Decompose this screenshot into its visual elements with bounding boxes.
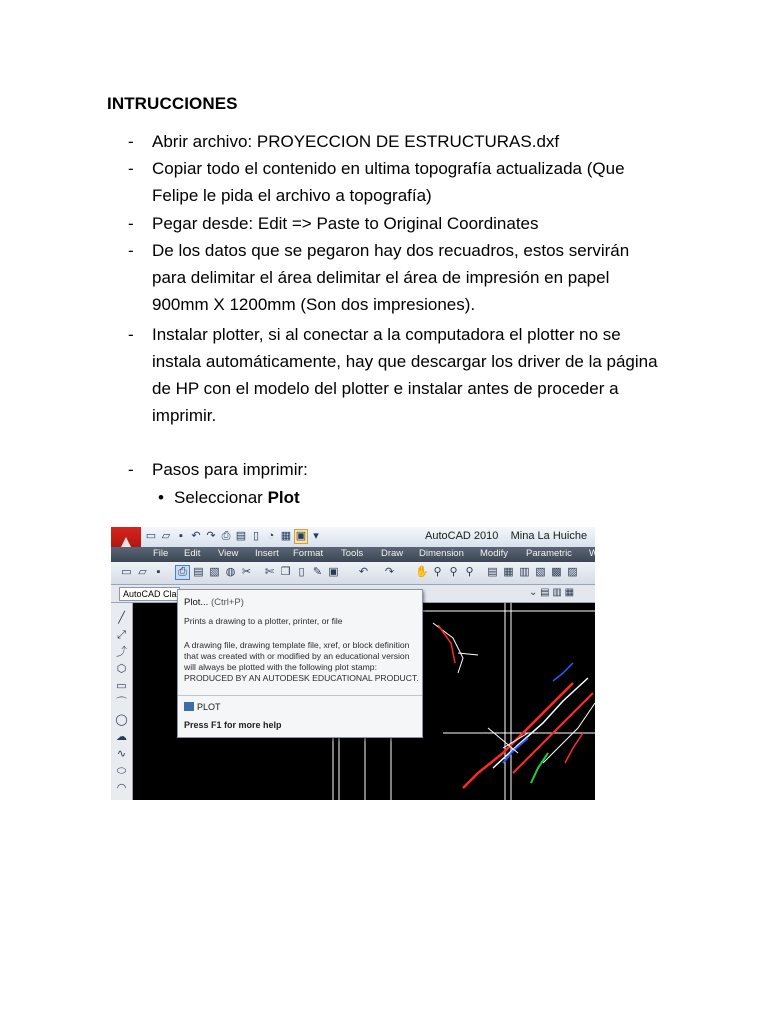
revision-cloud-icon[interactable]: ☁: [116, 731, 127, 743]
tooltip-title: [184, 597, 244, 608]
menu-dimension[interactable]: Dimension: [419, 548, 464, 559]
redo-icon[interactable]: ↷: [384, 566, 395, 578]
markup-icon[interactable]: ▩: [551, 566, 562, 578]
chevron-down-icon[interactable]: ⌄: [529, 587, 538, 598]
tooltip-command-name: PLOT: [197, 702, 221, 712]
open-folder-icon[interactable]: ▱: [138, 566, 147, 578]
layer-previous-icon[interactable]: ▦: [564, 587, 575, 598]
open-folder-icon[interactable]: ▱: [161, 530, 171, 542]
instruction-text: Pegar desde: Edit => Paste to Original Coordinates: [152, 214, 539, 233]
window-title: [425, 530, 587, 542]
rectangle-icon[interactable]: ▭: [116, 680, 127, 692]
sheet-set-icon[interactable]: ▧: [535, 566, 546, 578]
list-dash: -: [128, 325, 134, 344]
properties-icon[interactable]: ▣: [295, 530, 307, 542]
instruction-item-5: [128, 321, 688, 429]
list-dash: -: [128, 159, 134, 178]
layer-properties-icon[interactable]: ▤: [540, 587, 550, 598]
tooltip-command: [184, 702, 221, 712]
instruction-text: Abrir archivo: PROYECCION DE ESTRUCTURAS.dxf: [152, 132, 560, 151]
list-dash: -: [128, 241, 134, 260]
spline-icon[interactable]: ∿: [116, 748, 127, 760]
tooltip-help-hint: Press F1 for more help: [184, 720, 282, 730]
polyline-icon[interactable]: ⤴: [116, 646, 127, 658]
menu-parametric[interactable]: Parametric: [526, 548, 572, 559]
tooltip-divider: [178, 695, 422, 696]
instruction-text: Copiar todo el contenido en ultima topografía actualizada (Que Felipe le pida el archivo a topografía): [152, 159, 625, 205]
paste-icon[interactable]: ▯: [298, 566, 305, 578]
polygon-icon[interactable]: ⬡: [116, 663, 127, 675]
layer-state-icon[interactable]: ▥: [552, 587, 562, 598]
redo-icon[interactable]: ↷: [206, 530, 216, 542]
construction-line-icon[interactable]: ⤢: [117, 629, 126, 641]
plot-icon[interactable]: ⎙: [176, 566, 189, 579]
design-center-icon[interactable]: ▦: [503, 566, 514, 578]
instruction-item-1: [128, 128, 688, 155]
menu-draw[interactable]: Draw: [381, 548, 404, 559]
standard-toolbar: [111, 562, 595, 585]
layer-icon[interactable]: ▦: [280, 530, 292, 542]
ellipse-arc-icon[interactable]: ◠: [116, 782, 127, 794]
file-name: Mina La Huiche: [510, 530, 588, 542]
match-properties-icon[interactable]: ✎: [312, 566, 323, 578]
plot-tooltip: [177, 589, 423, 738]
menu-window[interactable]: W: [589, 548, 598, 559]
app-name: AutoCAD 2010: [425, 530, 499, 542]
tooltip-command-title: Plot...: [184, 597, 209, 608]
menu-edit[interactable]: Edit: [184, 548, 201, 559]
menu-tools[interactable]: Tools: [341, 548, 364, 559]
pan-icon[interactable]: ✋: [415, 566, 429, 578]
zoom-window-icon[interactable]: ⚲: [449, 566, 458, 578]
new-file-icon[interactable]: ▭: [121, 566, 132, 578]
menu-file[interactable]: File: [153, 548, 169, 559]
save-icon[interactable]: ▪: [179, 530, 183, 542]
instruction-text: Instalar plotter, si al conectar a la computadora el plotter no se instala automáticamente, hay que descargar los driver de la página de HP con el modelo del plotter e instalar antes de proceder a imprimir.: [152, 325, 658, 425]
undo-icon[interactable]: ↶: [191, 530, 201, 542]
workspace-controls: [529, 587, 574, 598]
plot-command-icon: [184, 702, 194, 711]
plot-preview-icon[interactable]: ▤: [193, 566, 204, 578]
publish-icon[interactable]: ▧: [209, 566, 220, 578]
circle-icon[interactable]: ◯: [115, 714, 128, 726]
list-dash: -: [128, 460, 134, 479]
menu-view[interactable]: View: [218, 548, 239, 559]
autocad-screenshot: [111, 527, 598, 800]
copy-icon[interactable]: ❐: [280, 566, 291, 578]
3d-dwf-icon[interactable]: ◍: [225, 566, 236, 578]
list-dash: -: [128, 132, 134, 151]
cut-icon[interactable]: ✂: [241, 566, 252, 578]
instruction-item-2: [128, 155, 688, 209]
calculator-icon[interactable]: ▨: [567, 566, 578, 578]
cut-icon[interactable]: ✄: [264, 566, 275, 578]
dropdown-arrow-icon[interactable]: ▾: [313, 530, 319, 542]
sub-step-prefix: Seleccionar: [174, 488, 268, 507]
properties-icon[interactable]: ▤: [487, 566, 498, 578]
title-bar: [111, 527, 595, 547]
line-icon[interactable]: ╱: [118, 612, 125, 624]
draw-toolbar: [111, 603, 133, 800]
tooltip-summary: Prints a drawing to a plotter, printer, or file: [184, 616, 343, 626]
instruction-item-3: [128, 210, 688, 237]
instruction-item-6: [128, 456, 688, 483]
zoom-realtime-icon[interactable]: ⚲: [433, 566, 442, 578]
clipboard-icon[interactable]: ▯: [252, 530, 260, 542]
menu-modify[interactable]: Modify: [480, 548, 508, 559]
zoom-previous-icon[interactable]: ⚲: [465, 566, 474, 578]
list-dash: -: [128, 214, 134, 233]
instruction-text: Pasos para imprimir:: [152, 460, 308, 479]
instruction-item-4: [128, 237, 688, 318]
menu-format[interactable]: Format: [293, 548, 324, 559]
section-heading: INTRUCCIONES: [107, 94, 238, 113]
topography-drawing: [433, 623, 595, 788]
menu-insert[interactable]: Insert: [255, 548, 279, 559]
menu-bar: [111, 547, 598, 562]
sub-step-bold: Plot: [267, 488, 300, 507]
instruction-text: De los datos que se pegaron hay dos recuadros, estos servirán para delimitar el área delimitar el área de impresión en papel 900mm X 1200mm (Son dos impresiones).: [152, 241, 630, 314]
arc-icon[interactable]: ⌒: [116, 697, 127, 709]
bullet-icon: •: [158, 488, 164, 507]
quick-access-toolbar: [145, 530, 322, 544]
workspace-icon[interactable]: ◔: [267, 530, 275, 542]
tooltip-shortcut: (Ctrl+P): [210, 597, 244, 608]
new-file-icon[interactable]: ▭: [145, 530, 157, 542]
sub-step-item: [158, 484, 300, 511]
print-icon[interactable]: ⎙: [221, 530, 231, 542]
workspace-dropdown[interactable]: AutoCAD Cla: [119, 587, 180, 601]
publish-icon[interactable]: ▤: [235, 530, 247, 542]
save-icon[interactable]: ▪: [156, 566, 161, 578]
tooltip-detail: A drawing file, drawing template file, xref, or block definition that was created with or modified by an educational version will always be plotted with the following plot stamp: PRODUCED BY AN AUTODESK EDUCATIONAL PRODUCT.: [184, 640, 419, 683]
block-editor-icon[interactable]: ▣: [328, 566, 339, 578]
tool-palettes-icon[interactable]: ▥: [519, 566, 530, 578]
undo-icon[interactable]: ↶: [358, 566, 369, 578]
ellipse-icon[interactable]: ⬭: [116, 765, 127, 777]
